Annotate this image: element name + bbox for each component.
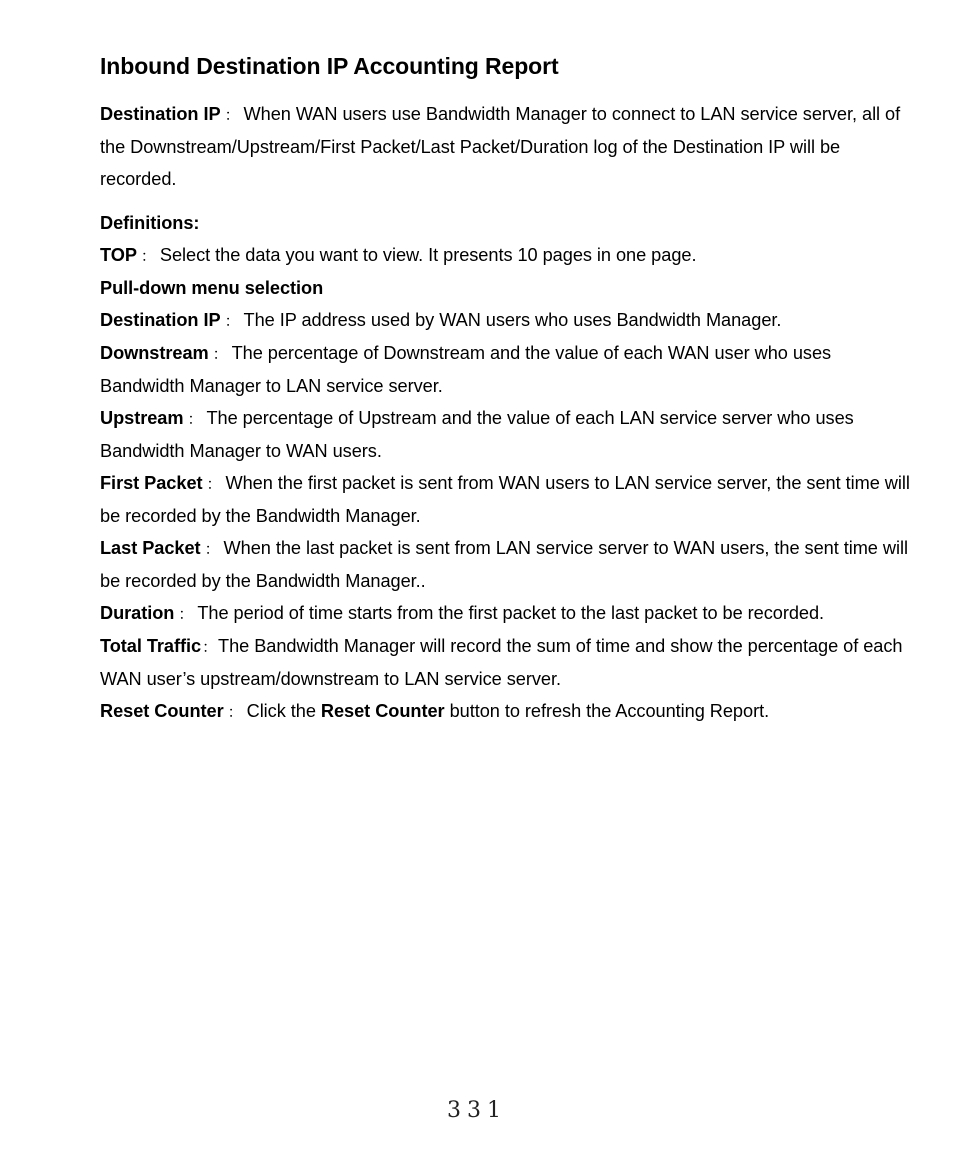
definition-separator: ： [206, 475, 222, 493]
definition-separator: ： [224, 312, 240, 330]
definition-separator: ： [178, 605, 194, 623]
definition-separator: ： [212, 345, 228, 363]
definition-text: button to refresh the Accounting Report. [444, 701, 770, 721]
definition-text: Select the data you want to view. It presents 10 pages in one page. [159, 245, 697, 265]
definition-text: When the last packet is sent from LAN service server to WAN users, the sent time will be recorded by the Bandwidth Manager.. [100, 538, 908, 591]
definition-separator: ： [187, 410, 203, 428]
definition-text: When the first packet is sent from WAN users to LAN service server, the sent time will be recorded by the Bandwidth Manager. [100, 473, 910, 526]
definition-total-traffic [100, 630, 912, 695]
definition-reset-counter [100, 695, 912, 728]
definition-separator: ： [202, 638, 218, 656]
intro-term: Destination IP [100, 104, 221, 124]
definition-term: Duration [100, 603, 175, 623]
definition-term: Last Packet [100, 538, 201, 558]
definition-text: Click the [246, 701, 321, 721]
page-number: 331 [447, 1098, 507, 1123]
definition-separator: ： [140, 247, 156, 265]
definition-separator: ： [227, 703, 243, 721]
definitions-heading: Definitions: [100, 213, 200, 233]
definition-text: The IP address used by WAN users who uses Bandwidth Manager. [243, 310, 782, 330]
intro-text: When WAN users use Bandwidth Manager to connect to LAN service server, all of the Downstream/Upstream/First Packet/Last Packet/Duration log of the Destination IP will be recorded. [100, 104, 901, 189]
definition-duration [100, 597, 912, 630]
definition-destination-ip [100, 304, 912, 337]
definition-term: Reset Counter [100, 701, 224, 721]
definition-term: TOP [100, 245, 137, 265]
definition-top [100, 239, 912, 272]
definition-upstream [100, 402, 912, 467]
definition-downstream [100, 337, 912, 402]
reset-counter-button-name: Reset Counter [320, 701, 445, 721]
definition-last-packet [100, 532, 912, 597]
definition-text: The percentage of Upstream and the value of each LAN service server who uses Bandwidth Manager to WAN users. [100, 408, 854, 461]
pulldown-heading: Pull-down menu selection [100, 278, 324, 298]
definition-term: Upstream [100, 408, 184, 428]
definition-term: Destination IP [100, 310, 221, 330]
definition-term: Downstream [100, 343, 209, 363]
definition-text: The percentage of Downstream and the value of each WAN user who uses Bandwidth Manager to LAN service server. [100, 343, 832, 396]
intro-separator: ： [224, 106, 240, 124]
definition-first-packet [100, 467, 912, 532]
intro-paragraph [100, 98, 912, 195]
page-title: Inbound Destination IP Accounting Report [100, 53, 559, 79]
definition-term: Total Traffic [100, 636, 202, 656]
definition-text: The period of time starts from the first packet to the last packet to be recorded. [197, 603, 825, 623]
document-body [100, 48, 912, 728]
definition-separator: ： [204, 540, 220, 558]
definition-term: First Packet [100, 473, 203, 493]
definition-text: The Bandwidth Manager will record the sum of time and show the percentage of each WAN user’s upstream/downstream to LAN service server. [100, 636, 903, 689]
